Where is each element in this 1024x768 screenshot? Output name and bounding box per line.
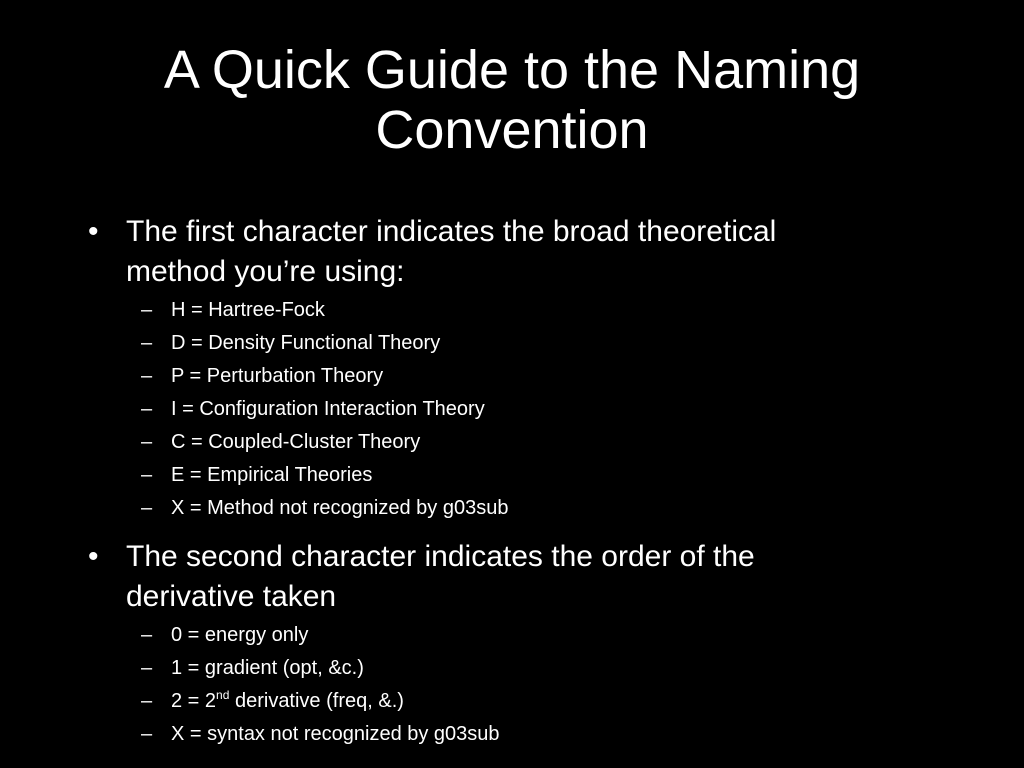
sub-item-text: P = Perturbation Theory (171, 365, 384, 387)
superscript-ordinal: nd (216, 688, 230, 702)
slide-body (88, 212, 968, 753)
bullet-text-line-2: derivative taken (126, 580, 337, 613)
sub-item-text-post: derivative (freq, &.) (229, 690, 404, 712)
dash-marker: – (141, 657, 153, 679)
sub-item (126, 492, 968, 525)
sub-item-text: 1 = gradient (opt, &c.) (171, 657, 364, 679)
bullet-text-line-1: The second character indicates the order of the (126, 540, 755, 573)
sub-list-second-character (126, 619, 968, 751)
dash-marker: – (141, 332, 153, 354)
dash-marker: – (141, 365, 153, 387)
sub-item-text: H = Hartree-Fock (171, 299, 325, 321)
sub-item (126, 685, 968, 718)
bullet-second-character (88, 537, 968, 617)
sub-item (126, 652, 968, 685)
sub-item-text: C = Coupled-Cluster Theory (171, 431, 421, 453)
sub-item (126, 360, 968, 393)
dash-marker: – (141, 497, 153, 519)
slide-title-line-1: A Quick Guide to the Naming (163, 40, 861, 100)
sub-item (126, 327, 968, 360)
dash-marker: – (141, 299, 153, 321)
sub-list-first-character (126, 294, 968, 525)
dash-marker: – (141, 690, 153, 712)
dash-marker: – (141, 431, 153, 453)
bullet-marker: • (88, 540, 99, 573)
sub-item-text: X = syntax not recognized by g03sub (171, 723, 500, 745)
sub-item (126, 294, 968, 327)
sub-item-text: E = Empirical Theories (171, 464, 373, 486)
bullet-text-line-1: The first character indicates the broad theoretical (126, 215, 777, 248)
sub-item (126, 619, 968, 652)
sub-item-text: I = Configuration Interaction Theory (171, 398, 485, 420)
dash-marker: – (141, 464, 153, 486)
bullet-first-character (88, 212, 968, 292)
dash-marker: – (141, 624, 153, 646)
dash-marker: – (141, 723, 153, 745)
sub-item-text: 0 = energy only (171, 624, 309, 646)
slide-title-line-2: Convention (375, 100, 649, 160)
sub-item (126, 718, 968, 751)
sub-item-text: X = Method not recognized by g03sub (171, 497, 509, 519)
slide-title (60, 40, 964, 160)
sub-item-text: D = Density Functional Theory (171, 332, 441, 354)
sub-item-text-pre: 2 = 2 (171, 690, 217, 712)
sub-item (126, 426, 968, 459)
sub-item (126, 459, 968, 492)
bullet-marker: • (88, 215, 99, 248)
sub-item (126, 393, 968, 426)
dash-marker: – (141, 398, 153, 420)
bullet-text-line-2: method you’re using: (126, 255, 405, 288)
